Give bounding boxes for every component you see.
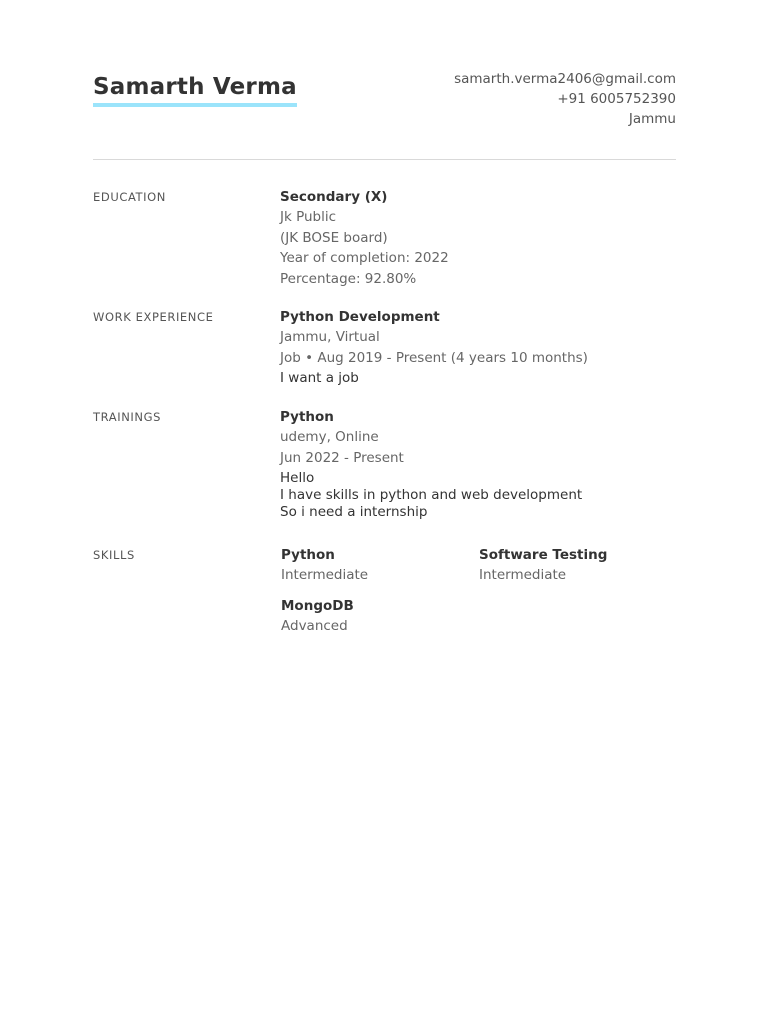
section-title-education: EDUCATION — [93, 190, 167, 204]
education-board: (JK BOSE board) — [280, 229, 388, 246]
training-description-line: So i need a internship — [280, 504, 428, 520]
section-title-work: WORK EXPERIENCE — [93, 310, 214, 324]
resume-page — [93, 0, 676, 637]
candidate-name: Samarth Verma — [93, 73, 297, 107]
location-text: Jammu — [628, 111, 676, 127]
trainings-section — [93, 407, 676, 521]
skill-name: Python — [281, 547, 335, 563]
section-title-trainings: TRAININGS — [93, 410, 162, 424]
contact-info — [454, 69, 676, 129]
education-percentage: Percentage: 92.80% — [280, 270, 417, 287]
skill-name: Software Testing — [479, 547, 608, 563]
training-entry — [280, 407, 676, 521]
skill-level: Intermediate — [479, 567, 567, 583]
training-period: Jun 2022 - Present — [280, 449, 404, 466]
education-section — [93, 187, 676, 289]
email-text: samarth.verma2406@gmail.com — [454, 71, 676, 87]
work-description: I want a job — [280, 370, 359, 386]
skill-level: Advanced — [281, 618, 348, 634]
work-location: Jammu, Virtual — [280, 329, 380, 345]
skill-item — [479, 545, 677, 586]
training-provider: udemy, Online — [280, 429, 379, 445]
skills-body — [280, 545, 677, 637]
work-period: Job • Aug 2019 - Present (4 years 10 months) — [280, 349, 588, 366]
education-school: Jk Public — [280, 209, 337, 225]
skills-section — [93, 545, 676, 637]
skill-level: Intermediate — [281, 567, 369, 583]
skill-item — [281, 545, 479, 586]
education-degree: Secondary (X) — [280, 189, 388, 205]
skill-item — [281, 596, 479, 637]
training-description — [280, 470, 676, 521]
skills-grid — [281, 545, 677, 637]
education-completion: Year of completion: 2022 — [280, 250, 449, 266]
work-experience-section — [93, 307, 676, 387]
resume-header — [93, 0, 676, 160]
education-entry — [280, 187, 676, 289]
section-title-skills: SKILLS — [93, 548, 135, 562]
phone-text: +91 6005752390 — [557, 91, 676, 107]
work-entry — [280, 307, 676, 387]
skill-name: MongoDB — [281, 598, 354, 614]
training-description-line: I have skills in python and web development — [280, 487, 583, 503]
training-name: Python — [280, 409, 334, 425]
work-role: Python Development — [280, 309, 440, 325]
training-description-line: Hello — [280, 470, 315, 486]
